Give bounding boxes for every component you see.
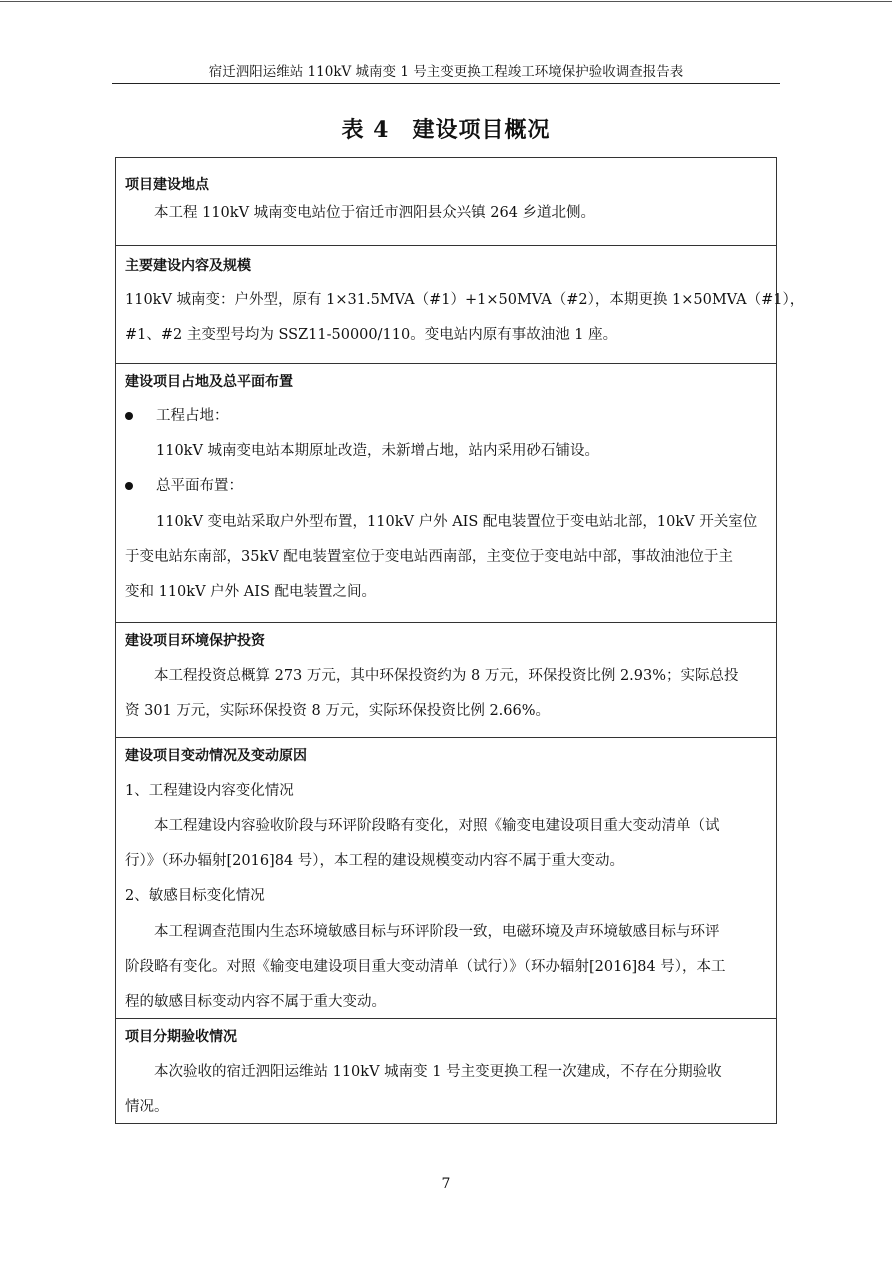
project-overview-table [115,157,805,1124]
paragraph-line: 本次验收的宿迁泗阳运维站 110kV 城南变 1 号主变更换工程一次建成，不存在分期验收 [154,1064,722,1080]
section-heading: 项目分期验收情况 [125,1029,237,1045]
bullet-icon [125,482,133,490]
paragraph-line: 本工程投资总概算 273 万元，其中环保投资约为 8 万元，环保投资比例 2.93%；实际总投 [154,668,739,684]
section-layout [116,363,776,622]
section-changes [116,737,776,1018]
section-heading: 建设项目环境保护投资 [125,633,265,649]
page-top-border [0,1,892,2]
section-location [116,158,776,245]
paragraph-line: 本工程 110kV 城南变电站位于宿迁市泗阳县众兴镇 264 乡道北侧。 [154,205,596,221]
paragraph-line: 行）》（环办辐射[2016]84 号），本工程的建设规模变动内容不属于重大变动。 [125,853,625,869]
bullet-label: 工程占地： [156,408,229,424]
header-rule [112,83,780,84]
page-number: 7 [441,1176,451,1192]
section-heading: 项目建设地点 [125,177,209,193]
running-header: 宿迁泗阳运维站 110kV 城南变 1 号主变更换工程竣工环境保护验收调查报告表 [208,64,684,80]
item-title: 2、敏感目标变化情况 [125,888,265,904]
paragraph-line: 情况。 [125,1099,169,1115]
paragraph-line: 本工程建设内容验收阶段与环评阶段略有变化，对照《输变电建设项目重大变动清单（试 [154,818,720,834]
paragraph-line: 资 301 万元，实际环保投资 8 万元，实际环保投资比例 2.66%。 [125,703,551,719]
bullet-icon [125,412,133,420]
bullet-label: 总平面布置： [156,478,243,494]
paragraph-line: 110kV 城南变电站本期原址改造，未新增占地，站内采用砂石铺设。 [156,443,600,459]
paragraph-line: 变和 110kV 户外 AIS 配电装置之间。 [125,584,377,600]
section-investment [116,622,776,737]
paragraph-line: 程的敏感目标变动内容不属于重大变动。 [125,994,386,1010]
section-heading: 建设项目占地及总平面布置 [125,374,293,390]
item-title: 1、工程建设内容变化情况 [125,783,294,799]
section-heading: 主要建设内容及规模 [125,258,251,274]
table-title: 表 4 建设项目概况 [341,117,551,143]
paragraph-line: 110kV 城南变：户外型，原有 1×31.5MVA（#1）+1×50MVA（#2），本期更换 1×50MVA（#1）， [125,292,805,308]
paragraph-line: 本工程调查范围内生态环境敏感目标与环评阶段一致，电磁环境及声环境敏感目标与环评 [154,924,720,940]
section-phasing [116,1018,776,1123]
section-heading: 建设项目变动情况及变动原因 [125,748,307,764]
section-scope [116,245,805,363]
paragraph-line: 于变电站东南部，35kV 配电装置室位于变电站西南部，主变位于变电站中部，事故油池位于主 [125,549,733,565]
paragraph-line: 110kV 变电站采取户外型布置，110kV 户外 AIS 配电装置位于变电站北部，10kV 开关室位 [156,514,758,530]
paragraph-line: #1、#2 主变型号均为 SSZ11-50000/110。变电站内原有事故油池 1 座。 [125,327,618,343]
paragraph-line: 阶段略有变化。对照《输变电建设项目重大变动清单（试行）》（环办辐射[2016]84 号），本工 [125,959,726,975]
